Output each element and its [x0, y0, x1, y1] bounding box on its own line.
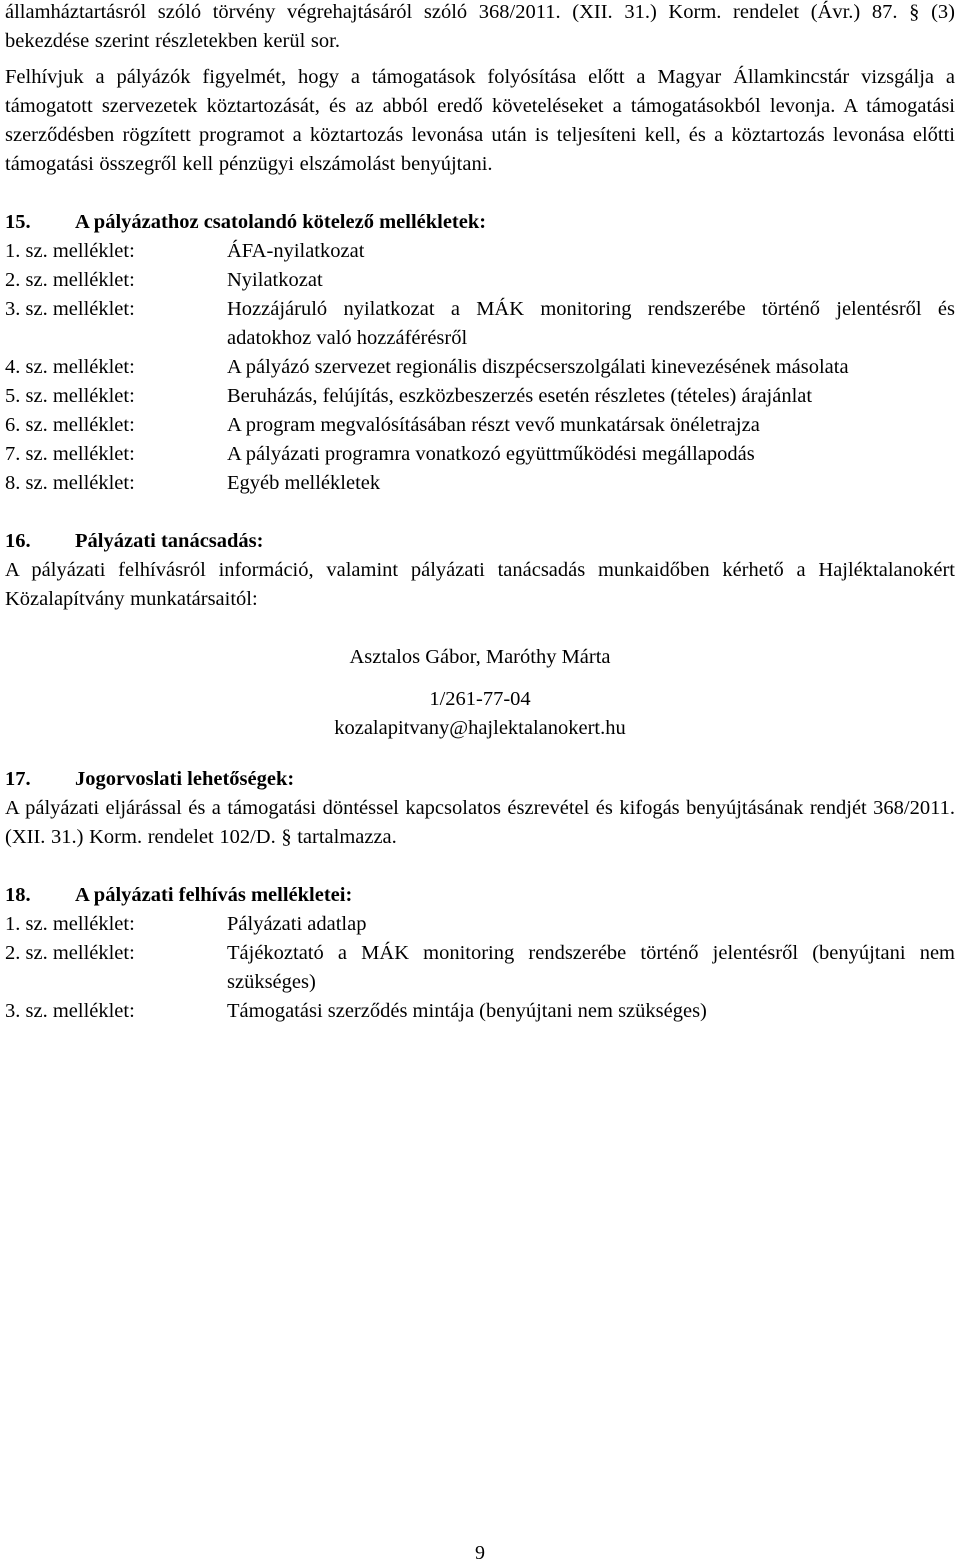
- attachment-label: 2. sz. melléklet:: [5, 942, 135, 964]
- section-18-attachment-list: [5, 910, 955, 1026]
- list-item: [5, 910, 955, 939]
- list-item: [5, 411, 955, 440]
- section-17-heading: [5, 765, 955, 794]
- list-item: [5, 997, 955, 1026]
- section-18-title: A pályázati felhívás mellékletei:: [75, 884, 353, 906]
- section-15-heading: [5, 208, 955, 237]
- attachment-text: Tájékoztató a MÁK monitoring rendszerébe történő jelentésről (benyújtani nem szükséges): [227, 942, 955, 993]
- attachment-text: Pályázati adatlap: [227, 913, 367, 935]
- contact-phone: 1/261-77-04: [429, 688, 531, 710]
- contact-email: kozalapitvany@hajlektalanokert.hu: [334, 717, 626, 739]
- list-item: [5, 237, 955, 266]
- attachment-label: 3. sz. melléklet:: [5, 1000, 135, 1022]
- attachment-label: 2. sz. melléklet:: [5, 269, 135, 291]
- list-item: [5, 469, 955, 498]
- list-item: [5, 295, 955, 353]
- section-18-number: 18.: [5, 884, 31, 906]
- document-page: [5, 0, 955, 1026]
- section-16-number: 16.: [5, 530, 31, 552]
- list-item: [5, 939, 955, 997]
- list-item: [5, 353, 955, 382]
- section-18-heading: [5, 881, 955, 910]
- attachment-label: 1. sz. melléklet:: [5, 913, 135, 935]
- attachment-label: 1. sz. melléklet:: [5, 240, 135, 262]
- list-item: [5, 440, 955, 469]
- attachment-label: 3. sz. melléklet:: [5, 298, 135, 320]
- contact-names: Asztalos Gábor, Maróthy Márta: [349, 646, 611, 668]
- section-15-attachment-list: [5, 237, 955, 498]
- section-16-heading: [5, 527, 955, 556]
- attachment-label: 6. sz. melléklet:: [5, 414, 135, 436]
- attachment-text: Egyéb mellékletek: [227, 472, 381, 494]
- section-17-body: A pályázati eljárással és a támogatási döntéssel kapcsolatos észrevétel és kifogás benyújtásának rendjét 368/2011. (XII. 31.) Korm. rendelet 102/D. § tartalmazza.: [5, 797, 955, 848]
- section-15-number: 15.: [5, 211, 31, 233]
- attachment-text: A pályázó szervezet regionális diszpécserszolgálati kinevezésének másolata: [227, 356, 849, 378]
- attachment-label: 4. sz. melléklet:: [5, 356, 135, 378]
- attachment-text: Beruházás, felújítás, eszközbeszerzés esetén részletes (tételes) árajánlat: [227, 385, 813, 407]
- section-16-body: A pályázati felhívásról információ, valamint pályázati tanácsadás munkaidőben kérhető a Hajléktalanokért Közalapítvány munkatársaitól:: [5, 559, 955, 610]
- list-item: [5, 266, 955, 295]
- intro-paragraph: Felhívjuk a pályázók figyelmét, hogy a támogatások folyósítása előtt a Magyar Államkincstár vizsgálja a támogatott szervezetek köztartozását, és az abból eredő követeléseket a támogatásokból levonja. A támogatási szerződésben rögzített programot a köztartozás levonása után is teljesíteni kell, és a köztartozás levonása előtti támogatási összegről kell pénzügyi elszámolást benyújtani.: [5, 66, 955, 175]
- page-number: 9: [475, 1542, 485, 1564]
- attachment-text: Nyilatkozat: [227, 269, 323, 291]
- intro-continuation: államháztartásról szóló törvény végrehajtásáról szóló 368/2011. (XII. 31.) Korm. rendelet (Ávr.) 87. § (3) bekezdése szerint részletekben kerül sor.: [5, 1, 955, 52]
- attachment-text: Hozzájáruló nyilatkozat a MÁK monitoring rendszerébe történő jelentésről és adatokhoz való hozzáférésről: [227, 298, 955, 349]
- attachment-text: A pályázati programra vonatkozó együttműködési megállapodás: [227, 443, 755, 465]
- attachment-text: Támogatási szerződés mintája (benyújtani nem szükséges): [227, 1000, 707, 1022]
- section-15-title: A pályázathoz csatolandó kötelező mellékletek:: [75, 211, 487, 233]
- attachment-label: 8. sz. melléklet:: [5, 472, 135, 494]
- attachment-text: A program megvalósításában részt vevő munkatársak önéletrajza: [227, 414, 760, 436]
- attachment-label: 7. sz. melléklet:: [5, 443, 135, 465]
- attachment-text: ÁFA-nyilatkozat: [227, 240, 365, 262]
- section-17-number: 17.: [5, 768, 31, 790]
- list-item: [5, 382, 955, 411]
- attachment-label: 5. sz. melléklet:: [5, 385, 135, 407]
- section-17-title: Jogorvoslati lehetőségek:: [75, 768, 295, 790]
- section-16-title: Pályázati tanácsadás:: [75, 530, 264, 552]
